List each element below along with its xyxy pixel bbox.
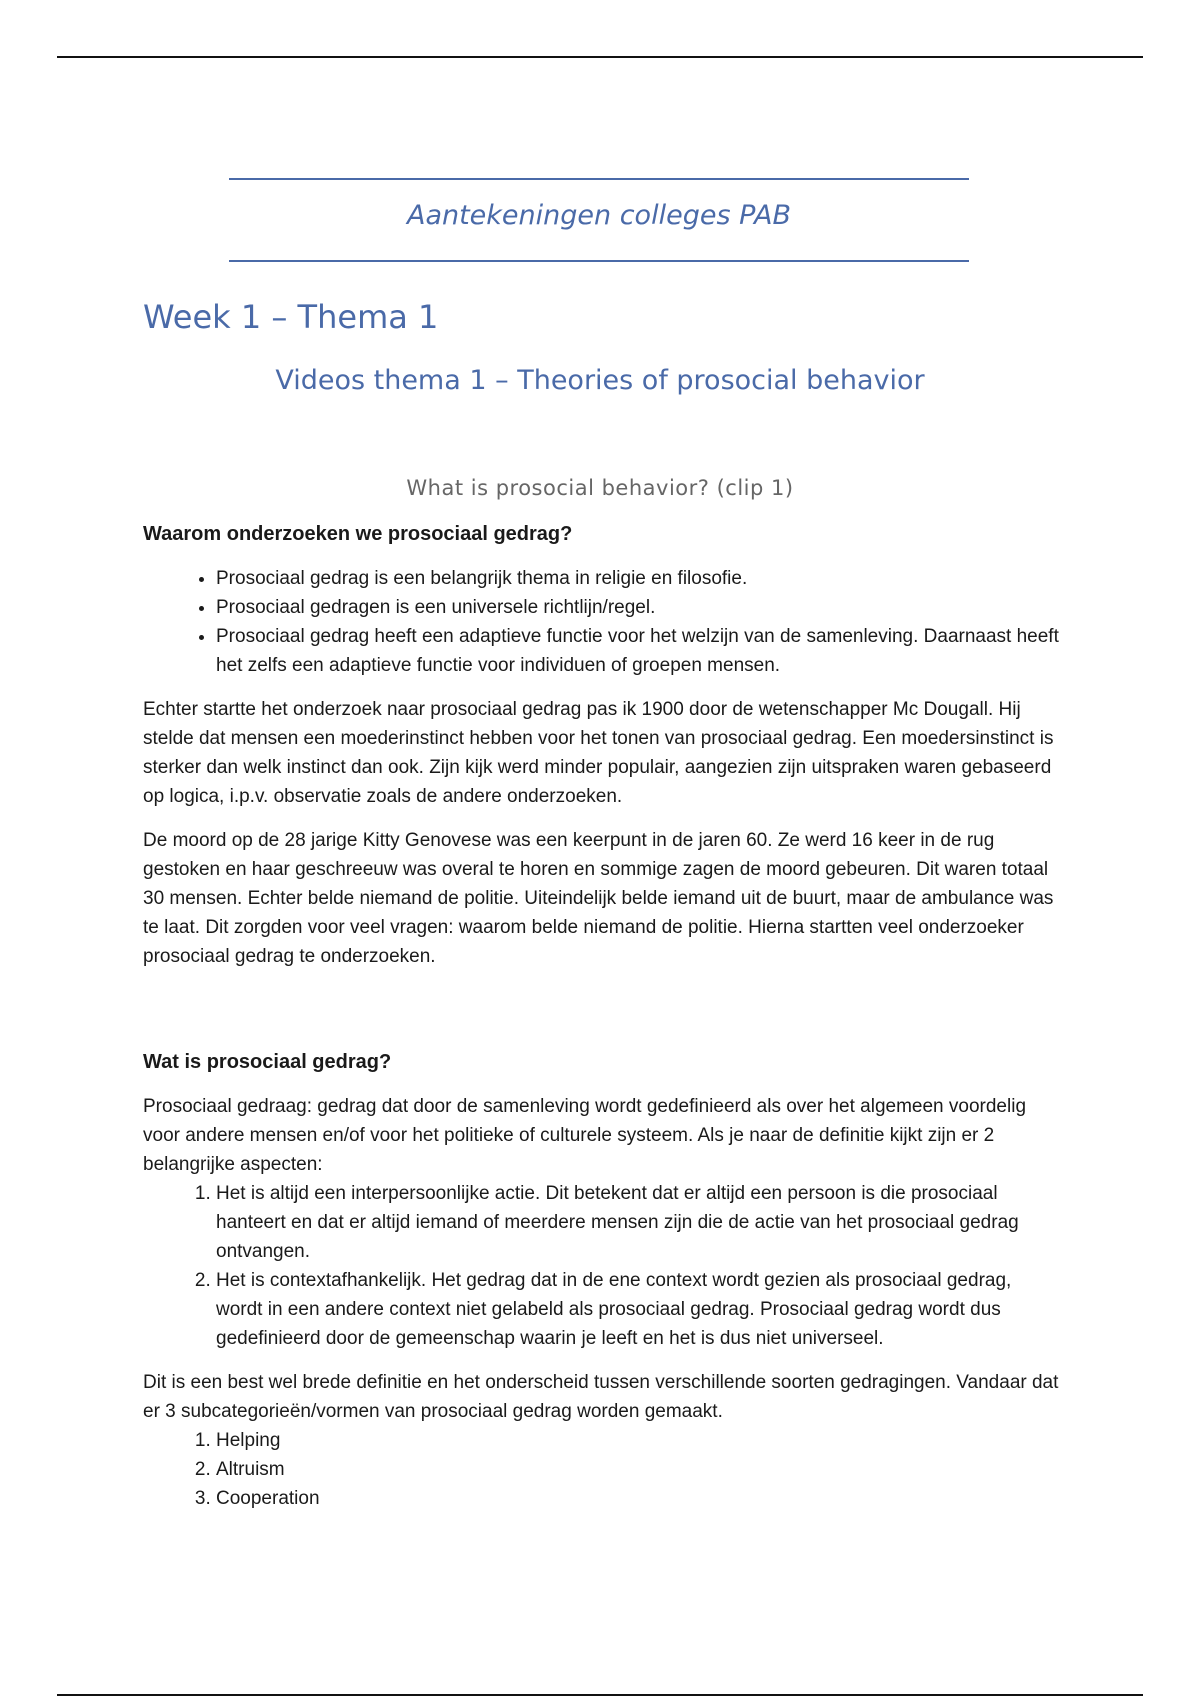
paragraph-subcategories: Dit is een best wel brede definitie en het onderscheid tussen verschillende soorten gedragingen. Vandaar dat er 3 subcategorieën/vormen van prosociaal gedrag worden gemaakt.	[143, 1372, 1059, 1422]
list-item: • Prosociaal gedrag is een belangrijk thema in religie en filosofie.	[216, 564, 1063, 593]
heading-videos: Videos thema 1 – Theories of prosocial behavior	[275, 365, 925, 396]
list-item: • Prosociaal gedragen is een universele richtlijn/regel.	[216, 593, 1063, 622]
list-item: 1. Het is altijd een interpersoonlijke actie. Dit betekent dat er altijd een persoon is die prosociaal hanteert en dat er altijd iemand of meerdere mensen zijn die de actie van het prosociaal gedrag ontvangen.	[216, 1179, 1063, 1266]
section-heading-what: Wat is prosociaal gedrag?	[143, 1051, 392, 1073]
page-top-rule	[57, 56, 1143, 58]
document-title: Aantekeningen colleges PAB	[406, 200, 792, 231]
reasons-list	[143, 564, 1063, 680]
aspects-list	[143, 1179, 1063, 1353]
title-rule-bottom	[229, 260, 969, 262]
paragraph-mcdougall: Echter startte het onderzoek naar prosociaal gedrag pas ik 1900 door de wetenschapper Mc Dougall. Hij stelde dat mensen een moederinstinct hebben voor het tonen van prosociaal gedrag. Een moedersinstinct is sterker dan welk instinct dan ook. Zijn kijk werd minder populair, aangezien zijn uitspraken waren gebaseerd op logica, i.p.v. observatie zoals de andere onderzoeken.	[143, 699, 1054, 807]
forms-list	[143, 1426, 1063, 1513]
paragraph-definition: Prosociaal gedraag: gedrag dat door de samenleving wordt gedefinieerd als over het algemeen voordelig voor andere mensen en/of voor het politieke of culturele systeem. Als je naar de definitie kijkt zijn er 2 belangrijke aspecten:	[143, 1096, 1027, 1175]
heading-week: Week 1 – Thema 1	[143, 298, 439, 336]
section-heading-why: Waarom onderzoeken we prosociaal gedrag?	[143, 523, 573, 545]
title-rule-top	[229, 178, 969, 180]
document-body	[143, 520, 1063, 1513]
page-bottom-rule	[57, 1694, 1143, 1696]
list-item: 3. Cooperation	[216, 1484, 1063, 1513]
list-item: 1. Helping	[216, 1426, 1063, 1455]
heading-clip: What is prosocial behavior? (clip 1)	[406, 476, 794, 500]
list-item: • Prosociaal gedrag heeft een adaptieve functie voor het welzijn van de samenleving. Daarnaast heeft het zelfs een adaptieve functie voor individuen of groepen mensen.	[216, 622, 1063, 680]
list-item: 2. Het is contextafhankelijk. Het gedrag dat in de ene context wordt gezien als prosociaal gedrag, wordt in een andere context niet gelabeld als prosociaal gedrag. Prosociaal gedrag wordt dus gedefinieerd door de gemeenschap waarin je leeft en het is dus niet universeel.	[216, 1266, 1063, 1353]
list-item: 2. Altruism	[216, 1455, 1063, 1484]
spacer	[143, 986, 1063, 1048]
paragraph-genovese: De moord op de 28 jarige Kitty Genovese was een keerpunt in de jaren 60. Ze werd 16 keer in de rug gestoken en haar geschreeuw was overal te horen en sommige zagen de moord gebeuren. Dit waren totaal 30 mensen. Echter belde niemand de politie. Uiteindelijk belde iemand uit de buurt, maar de ambulance was te laat. Dit zorgden voor veel vragen: waarom belde niemand de politie. Hierna startten veel onderzoeker prosociaal gedrag te onderzoeken.	[143, 830, 1054, 967]
